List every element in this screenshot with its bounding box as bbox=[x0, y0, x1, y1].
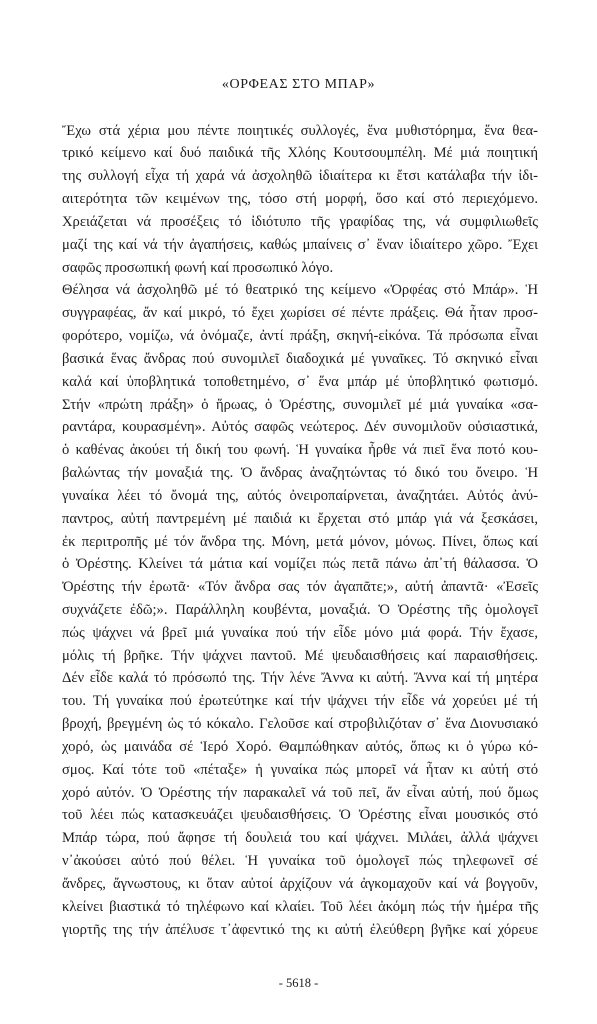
text-line: Δέν εἶδε καλά τό πρόσωπό της. Τήν λένε Ἄννα κι αὐτή. Ἄννα καί τή μητέρα bbox=[62, 670, 538, 687]
text-line: ὁ καθένας ἀκούει τή δική του φωνή. Ἡ γυναίκα ἦρθε νά πιεῖ ἕνα ποτό κου- bbox=[62, 442, 538, 459]
text-line: ἐκ περιτροπῆς μέ τόν ἄνδρα της. Μόνη, μετά μόνον, μόνως. Πίνει, ὅπως καί bbox=[62, 533, 538, 550]
text-line: γυναίκα λέει τό ὄνομά της, αὐτός ὀνειροπαίρνεται, ἀναζητάει. Αὐτός ἀνύ- bbox=[62, 487, 538, 504]
text-line: της συλλογή εἶχα τή χαρά νά ἀσχοληθῶ ἰδιαίτερα κι ἔτσι κατάλαβα τήν ἰδι- bbox=[62, 168, 538, 185]
paragraph bbox=[62, 120, 538, 280]
text-line: Θέλησα νά ἀσχοληθῶ μέ τό θεατρικό της κείμενο «Ὀρφέας στό Μπάρ». Ἡ bbox=[62, 282, 538, 299]
text-line: τοῦ λέει πώς κατασκευάζει ψευδαισθήσεις. Ὁ Ὀρέστης εἶναι μουσικός στό bbox=[62, 807, 538, 824]
text-line: Ὀρέστης τήν ἐρωτᾶ· «Τόν ἄνδρα σας τόν ἀγαπᾶτε;», αὐτή ἀπαντᾶ· «Ἐσεῖς bbox=[62, 579, 538, 596]
text-line: Μπάρ τώρα, πού ἄφησε τή δουλειά του καί ψάχνει. Μιλάει, ἀλλά ψάχνει bbox=[62, 830, 538, 847]
text-line: ἄνδρες, ἄγνωστους, κι ὅταν αὐτοί ἀρχίζουν νά ἀγκομαχοῦν καί νά βογγοῦν, bbox=[62, 875, 538, 892]
text-line: παντρος, αὐτή παντρεμένη μέ παιδιά κι ἔρχεται στό μπάρ γιά νά ξεσκάσει, bbox=[62, 510, 538, 527]
text-line: Ἔχω στά χέρια μου πέντε ποιητικές συλλογές, ἕνα μυθιστόρημα, ἕνα θεα- bbox=[62, 122, 538, 139]
text-line: ραντάρα, κουρασμένη». Αὐτός σαφῶς νεώτερος. Δέν συνομιλοῦν οὐσιαστικά, bbox=[62, 419, 538, 436]
text-line: μαζί της καί νά τήν ἀγαπήσεις, καθώς μπαίνεις σ᾽ ἕναν ἰδιαίτερο χῶρο. Ἔχει bbox=[62, 236, 538, 253]
text-line: ν᾽ἀκούσει αὐτό πού θέλει. Ἡ γυναίκα τοῦ ὁμολογεῖ πώς τηλεφωνεῖ σέ bbox=[62, 853, 538, 870]
text-line: συχνάζετε ἐδῶ;». Παράλληλη κουβέντα, μοναξιά. Ὁ Ὀρέστης τῆς ὁμολογεῖ bbox=[62, 601, 538, 618]
text-line: σμος. Καί τότε τοῦ «πέταξε» ἡ γυναίκα πώς μπορεῖ νά ἦταν κι αὐτή στό bbox=[62, 761, 538, 778]
page-number: - 5618 - bbox=[278, 976, 319, 990]
text-line: Στήν «πρώτη πράξη» ὁ ἥρωας, ὁ Ὀρέστης, συνομιλεῖ μέ μιά γυναίκα «σα- bbox=[62, 396, 538, 413]
text-line: Χρειάζεται νά προσέξεις τό ἰδιότυπο τῆς γραφίδας της, νά συμφιλιωθεῖς bbox=[62, 213, 538, 230]
text-line: βροχή, βρεγμένη ὡς τό κόκαλο. Γελοῦσε καί στροβιλιζόταν σ᾽ ἕνα Διονυσιακό bbox=[62, 716, 538, 733]
text-line: φορότερο, νομίζω, νά ὀνόμαζε, ἀντί πράξη, σκηνή-εἰκόνα. Τά πρόσωπα εἶναι bbox=[62, 328, 538, 345]
text-line: συγγραφέας, ἄν καί μικρό, τό ἔχει χωρίσει σέ πέντε πράξεις. Θά ἦταν προσ- bbox=[62, 305, 538, 322]
page-title: «ΟΡΦΕΑΣ ΣΤΟ ΜΠΑΡ» bbox=[221, 77, 376, 92]
text-line: βασικά ἕνας ἄνδρας πού συνομιλεῖ διαδοχικά μέ γυναῖκες. Τό σκηνικό εἶναι bbox=[62, 350, 538, 367]
text-line: σαφῶς προσωπική φωνή καί προσωπικό λόγο. bbox=[62, 259, 334, 276]
paragraph bbox=[62, 279, 538, 941]
text-line: γιορτῆς της τήν ἀπέλυσε τ᾽ἀφεντικό της κι αὐτή ἐλεύθερη βγῆκε καί χόρευε bbox=[62, 921, 538, 938]
body-text bbox=[62, 120, 538, 942]
text-line: πώς ψάχνει νά βρεῖ μιά γυναίκα πού τήν εἶδε μόνο μιά φορά. Τήν ἔχασε, bbox=[62, 624, 538, 641]
text-line: καλά καί ὑποβλητικά τοποθετημένο, σ᾽ ἕνα μπάρ μέ ὑποβλητικό φωτισμό. bbox=[62, 373, 538, 390]
text-line: βαλώντας τήν μοναξιά της. Ὁ ἄνδρας ἀναζητώντας τό δικό του ὄνειρο. Ἡ bbox=[62, 465, 538, 482]
text-line: χορό αὐτόν. Ὁ Ὀρέστης τήν παρακαλεῖ νά τοῦ πεῖ, ἄν εἶναι αὐτή, πού ὅμως bbox=[62, 784, 538, 801]
text-line: ὁ Ὀρέστης. Κλείνει τά μάτια καί νομίζει πώς πετᾶ πάνω ἀπ᾽τή θάλασσα. Ὁ bbox=[62, 556, 538, 573]
text-line: αιτερότητα τῶν κειμένων της, τόσο στή μορφή, ὅσο καί στό περιεχόμενο. bbox=[62, 191, 538, 208]
text-line: μόλις τή βρῆκε. Τήν ψάχνει παντοῦ. Μέ ψευδαισθήσεις καί παραισθήσεις. bbox=[62, 647, 538, 664]
text-line: χορό, ὡς μαινάδα σέ Ἱερό Χορό. Θαμπώθηκαν αὐτός, ὅπως κι ὁ γύρω κό- bbox=[62, 738, 538, 755]
text-line: του. Τή γυναίκα πού ἐρωτεύτηκε καί τήν ψάχνει τήν εἶδε νά χορεύει μέ τή bbox=[62, 693, 538, 710]
text-line: κλείνει βιαστικά τό τηλέφωνο καί κλαίει. Τοῦ λέει ἀκόμη πώς τήν ἡμέρα τῆς bbox=[62, 898, 538, 915]
text-line: τρικό κείμενο καί δυό παιδικά τῆς Χλόης Κουτσουμπέλη. Μέ μιά ποιητική bbox=[62, 145, 538, 162]
